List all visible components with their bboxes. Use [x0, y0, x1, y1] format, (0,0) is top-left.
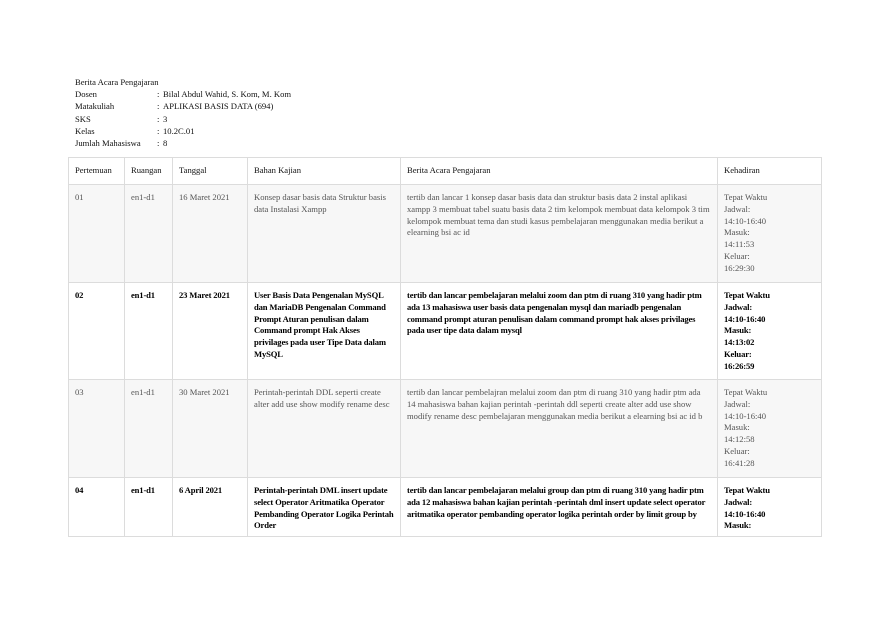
info-separator: : [157, 101, 160, 112]
info-label: Jumlah Mahasiswa [75, 138, 141, 149]
info-label: Matakuliah [75, 101, 115, 112]
kehadiran-status: Tepat Waktu [724, 290, 770, 300]
cell-ruangan: en1-d1 [125, 185, 173, 283]
column-header-ruangan: Ruangan [125, 158, 173, 185]
cell-tanggal: 23 Maret 2021 [173, 283, 248, 380]
column-header-tanggal: Tanggal [173, 158, 248, 185]
info-row-matakuliah [75, 100, 291, 112]
kehadiran-status: Tepat Waktu [724, 387, 768, 397]
info-value: 10.2C.01 [163, 125, 195, 136]
kehadiran-keluar-label: Keluar: [724, 445, 750, 456]
info-row-jumlah-mahasiswa [75, 137, 291, 149]
kehadiran-jadwal: 14:10-16:40 [724, 215, 767, 226]
column-header-pertemuan: Pertemuan [69, 158, 125, 185]
kehadiran-keluar: 16:29:30 [724, 262, 755, 273]
cell-pertemuan: 01 [69, 185, 125, 283]
kehadiran-masuk-label: Masuk: [724, 227, 750, 238]
kehadiran-masuk: 14:13:02 [724, 337, 755, 348]
kehadiran-jadwal-label: Jadwal: [724, 203, 751, 214]
kehadiran-keluar-label: Keluar: [724, 348, 752, 359]
info-separator: : [157, 113, 160, 124]
cell-kehadiran [718, 185, 822, 283]
document-title: Berita Acara Pengajaran [75, 77, 159, 87]
cell-tanggal: 16 Maret 2021 [173, 185, 248, 283]
kehadiran-keluar: 16:41:28 [724, 457, 755, 468]
cell-kehadiran [718, 478, 822, 537]
cell-berita-acara: tertib dan lancar 1 konsep dasar basis data dan struktur basis data 2 instal aplikasi xampp 3 membuat tabel suatu basis data 2 tim kelompok membuat data kelompok 3 tim kelompok membuat tema dan studi kasus pembelajaran menggunakan media berikut a elearning bsi ac id [401, 185, 718, 283]
kehadiran-keluar: 16:26:59 [724, 360, 755, 371]
info-row-dosen [75, 88, 291, 100]
info-label: Dosen [75, 89, 97, 100]
info-label: SKS [75, 113, 91, 124]
kehadiran-masuk: 14:12:58 [724, 434, 755, 445]
cell-bahan-kajian: Konsep dasar basis data Struktur basis data Instalasi Xampp [248, 185, 401, 283]
cell-ruangan: en1-d1 [125, 283, 173, 380]
cell-kehadiran [718, 283, 822, 380]
cell-ruangan: en1-d1 [125, 380, 173, 478]
info-separator: : [157, 89, 160, 100]
table-row [69, 283, 822, 380]
cell-kehadiran [718, 380, 822, 478]
info-separator: : [157, 138, 160, 149]
info-value: Bilal Abdul Wahid, S. Kom, M. Kom [163, 89, 292, 100]
column-header-bahan-kajian: Bahan Kajian [248, 158, 401, 185]
kehadiran-jadwal-label: Jadwal: [724, 496, 753, 507]
table-row [69, 478, 822, 537]
table-header-row [69, 158, 822, 185]
kehadiran-jadwal: 14:10-16:40 [724, 508, 766, 519]
cell-bahan-kajian: User Basis Data Pengenalan MySQL dan MariaDB Pengenalan Command Prompt Aturan penulisan dalam Command prompt Hak Akses privilages pada user Tipe Data dalam MySQL [248, 283, 401, 380]
header-info [75, 76, 291, 149]
cell-pertemuan: 02 [69, 283, 125, 380]
info-label: Kelas [75, 125, 95, 136]
cell-bahan-kajian: Perintah-perintah DDL seperti create alter add use show modify rename desc [248, 380, 401, 478]
column-header-berita-acara: Berita Acara Pengajaran [401, 158, 718, 185]
kehadiran-status: Tepat Waktu [724, 192, 768, 202]
kehadiran-masuk-label: Masuk: [724, 422, 750, 433]
column-header-kehadiran: Kehadiran [718, 158, 822, 185]
info-row-sks [75, 113, 291, 125]
cell-berita-acara: tertib dan lancar pembelajaran melalui group dan ptm di ruang 310 yang hadir ptm ada 12 mahasiswa bahan kajian perintah -perintah dml insert update select operator aritmatika operator pembanding operator logika perintah order by limit group by [401, 478, 718, 537]
cell-tanggal: 6 April 2021 [173, 478, 248, 537]
table-row [69, 185, 822, 283]
table-row [69, 380, 822, 478]
kehadiran-masuk-label: Masuk: [724, 520, 752, 531]
kehadiran-masuk: 14:11:53 [724, 239, 755, 250]
cell-bahan-kajian: Perintah-perintah DML insert update select Operator Aritmatika Operator Pembanding Operator Logika Perintah Order [248, 478, 401, 537]
cell-pertemuan: 03 [69, 380, 125, 478]
cell-ruangan: en1-d1 [125, 478, 173, 537]
kehadiran-jadwal: 14:10-16:40 [724, 410, 767, 421]
info-row-kelas [75, 125, 291, 137]
kehadiran-keluar-label: Keluar: [724, 250, 750, 261]
kehadiran-jadwal-label: Jadwal: [724, 398, 751, 409]
kehadiran-jadwal: 14:10-16:40 [724, 313, 766, 324]
info-value: 8 [163, 138, 168, 149]
kehadiran-jadwal-label: Jadwal: [724, 301, 753, 312]
kehadiran-status: Tepat Waktu [724, 485, 770, 495]
cell-tanggal: 30 Maret 2021 [173, 380, 248, 478]
kehadiran-masuk-label: Masuk: [724, 325, 752, 336]
cell-berita-acara: tertib dan lancar pembelajaran melalui zoom dan ptm di ruang 310 yang hadir ptm ada 13 mahasiswa user basis data pengenalan mysql dan mariadb pengenalan command prompt aturan penulisan dalam command prompt hak akses privilages pada user tipe data dalam mysql [401, 283, 718, 380]
berita-acara-table [68, 157, 822, 537]
info-separator: : [157, 125, 160, 136]
cell-berita-acara: tertib dan lancar pembelajran melalui zoom dan ptm di ruang 310 yang hadir ptm ada 14 mahasiswa bahan kajian perintah -perintah ddl seperti create alter add use show modify rename desc pembelajaran menggunakan media berikut a elearning bsi ac id b [401, 380, 718, 478]
info-value: APLIKASI BASIS DATA (694) [163, 101, 274, 112]
info-value: 3 [163, 113, 168, 124]
cell-pertemuan: 04 [69, 478, 125, 537]
